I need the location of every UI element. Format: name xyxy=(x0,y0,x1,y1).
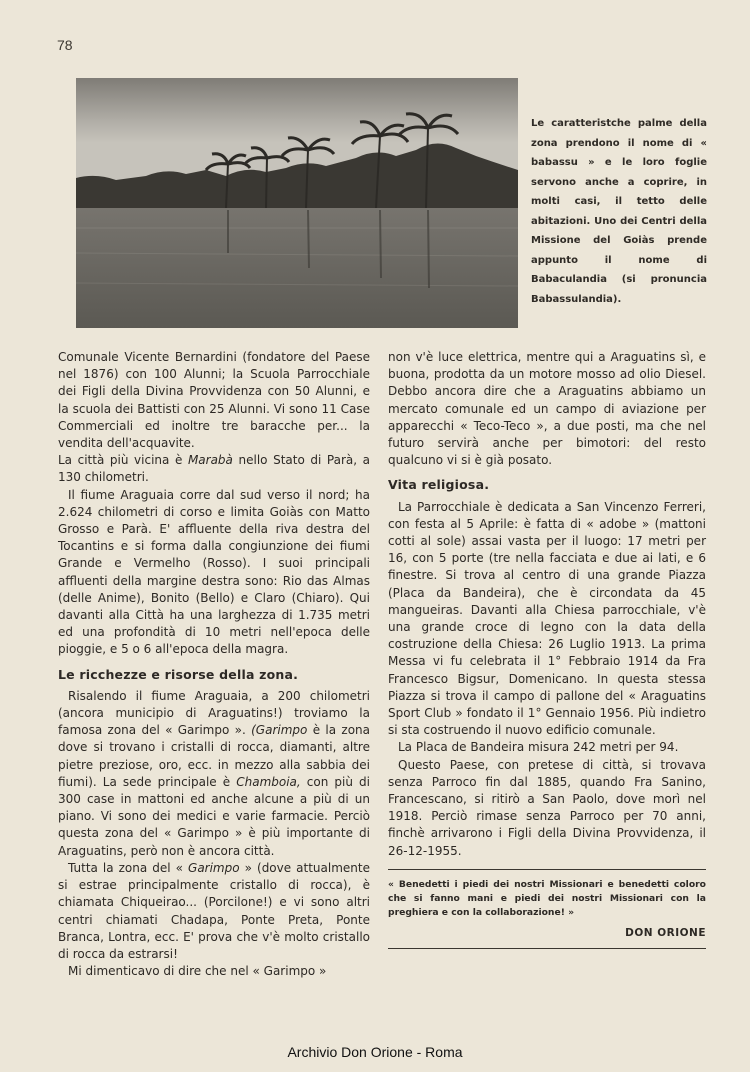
photo-caption: Le caratteristche palme della zona prendono il nome di « babassu » e le loro foglie servono anche a coprire, in molti casi, il tetto delle abitazioni. Uno dei Centri della Missione del Goiàs prende appunto il nome di Babaculandia (si pronuncia Babassulandia). xyxy=(531,118,707,305)
paragraph xyxy=(58,452,370,486)
paragraph xyxy=(58,860,370,963)
page-number: 78 xyxy=(57,37,73,53)
quote-text: « Benedetti i piedi dei nostri Missionari e benedetti coloro che si fanno mani e piedi dei nostri Missionari con la preghiera e con la collaborazione! » xyxy=(388,869,706,920)
paragraph: La Placa de Bandeira misura 242 metri per 94. xyxy=(398,740,679,755)
text-column-right xyxy=(388,349,706,949)
text: Tutta la zona del « xyxy=(68,860,189,875)
paragraph: Questo Paese, con pretese di città, si trovava senza Parroco fin dal 1885, quando Fra Sanino, Francescano, si ritirò a San Paolo, dove morì nel 1918. Perciò rimase senza Parroco per 70 anni, finchè arrivarono i Figli della Divina Provvidenza, il 26-12-1955. xyxy=(388,757,706,858)
paragraph: Comunale Vicente Bernardini (fondatore del Paese nel 1876) con 100 Alunni; la Scuola Parrocchiale dei Figli della Divina Provvidenza con 50 Alunni, e la scuola dei Battisti con 25 Alunni. Vi sono 11 Case Commerciali ed inoltre tre baracche per... la vendita dell'acquavite. xyxy=(58,350,370,451)
palm-river-photo xyxy=(76,78,518,328)
section-heading: Vita religiosa. xyxy=(388,477,490,493)
paragraph: La Parrocchiale è dedicata a San Vincenzo Ferreri, con festa al 5 Aprile: è fatta di « adobe » (mattoni cotti al sole) assai vasta per il luogo: 17 metri per 16, con 5 porte (tre nella facciata e due ai lati, e 6 finestre. Si trova al centro di una grande Piazza (Placa da Bandeira), che è circondata da 45 mangueiras. Davanti alla Chiesa parrocchiale, v'è una grande croce di legno con la data della costruzione della Chiesa: 26 Luglio 1913. La prima Messa vi fu celebrata il 1° Febbraio 1914 da Fra Francesco Bigsur, Domenicano. In questa stessa Piazza si trova il campo di pallone del « Araguatins Sport Club » fondato il 1° Gennaio 1956. Più indietro si sta costruendo il nuovo edificio comunale. xyxy=(388,499,706,738)
place-name: Chamboia, xyxy=(236,774,301,789)
section-heading: Le ricchezze e risorse della zona. xyxy=(58,666,299,682)
paragraph: non v'è luce elettrica, mentre qui a Araguatins sì, e buona, prodotta da un motore mosso ad olio Diesel. Debbo ancora dire che a Araguatins abbiamo un mercato comunale ed un campo di aviazione per apparecchi « Teco-Teco », a due posti, ma che nel futuro servirà anche per bimotori: del resto qualcuno vi si è già posato. xyxy=(388,350,706,468)
term: Garimpo xyxy=(188,860,240,875)
quote-author: DON ORIONE xyxy=(388,925,706,949)
paragraph: Mi dimenticavo di dire che nel « Garimpo » xyxy=(68,964,327,979)
archive-footer: Archivio Don Orione - Roma xyxy=(287,1044,463,1060)
text: La città più vicina è xyxy=(58,453,188,468)
text: Risalendo il fiume Araguaia, a 200 chilometri (ancora municipio di Araguatins!) troviamo la famosa zona del « Garimpo ». xyxy=(58,688,370,738)
text-column-left xyxy=(58,349,370,980)
paragraph xyxy=(58,688,370,860)
term: (Garimpo xyxy=(251,723,308,738)
text: è la zona dove si trovano i cristalli di rocca, diamanti, altre pietre preziose, oro, ecc. in mezzo alla sabbia dei fiumi). La sede principale è xyxy=(58,723,370,789)
photo-palms xyxy=(76,78,518,328)
text: » (dove attualmente si estrae principalmente cristallo di rocca), è chiamata Chiqueirao... (Porcilone!) e vi sono altri centri chiamati Chadapa, Ponte Preta, Ponte Branca, Lontra, ecc. E' prova che v'è molto cristallo di rocca da estrarsi! xyxy=(58,860,370,961)
place-name: Marabà xyxy=(187,453,233,468)
text: nello Stato di Parà, a 130 chilometri. xyxy=(58,453,371,485)
text: con più di 300 case in mattoni ed anche alcune a più di un piano. Vi sono dei medici e varie farmacie. Perciò questa zona del « Garimpo » è più importante di Araguatins, però non è ancora città. xyxy=(58,774,371,858)
paragraph: Il fiume Araguaia corre dal sud verso il nord; ha 2.624 chilometri di corso e limita Goiàs con Matto Grosso e Parà. E' affluente della riva destra del Tocantins e si forma dalla congiunzione dei fiumi Grande e Vermelho (Rosso). I suoi principali affluenti della margine destra sono: Rio das Almas (delle Anime), Bonito (Bello) e Claro (Chiaro). Qui davanti alla Città ha una larghezza di 1.735 metri ed una profondità di 10 metri nell'epoca delle pioggie, e 5 o 6 all'epoca della magra. xyxy=(58,487,370,657)
